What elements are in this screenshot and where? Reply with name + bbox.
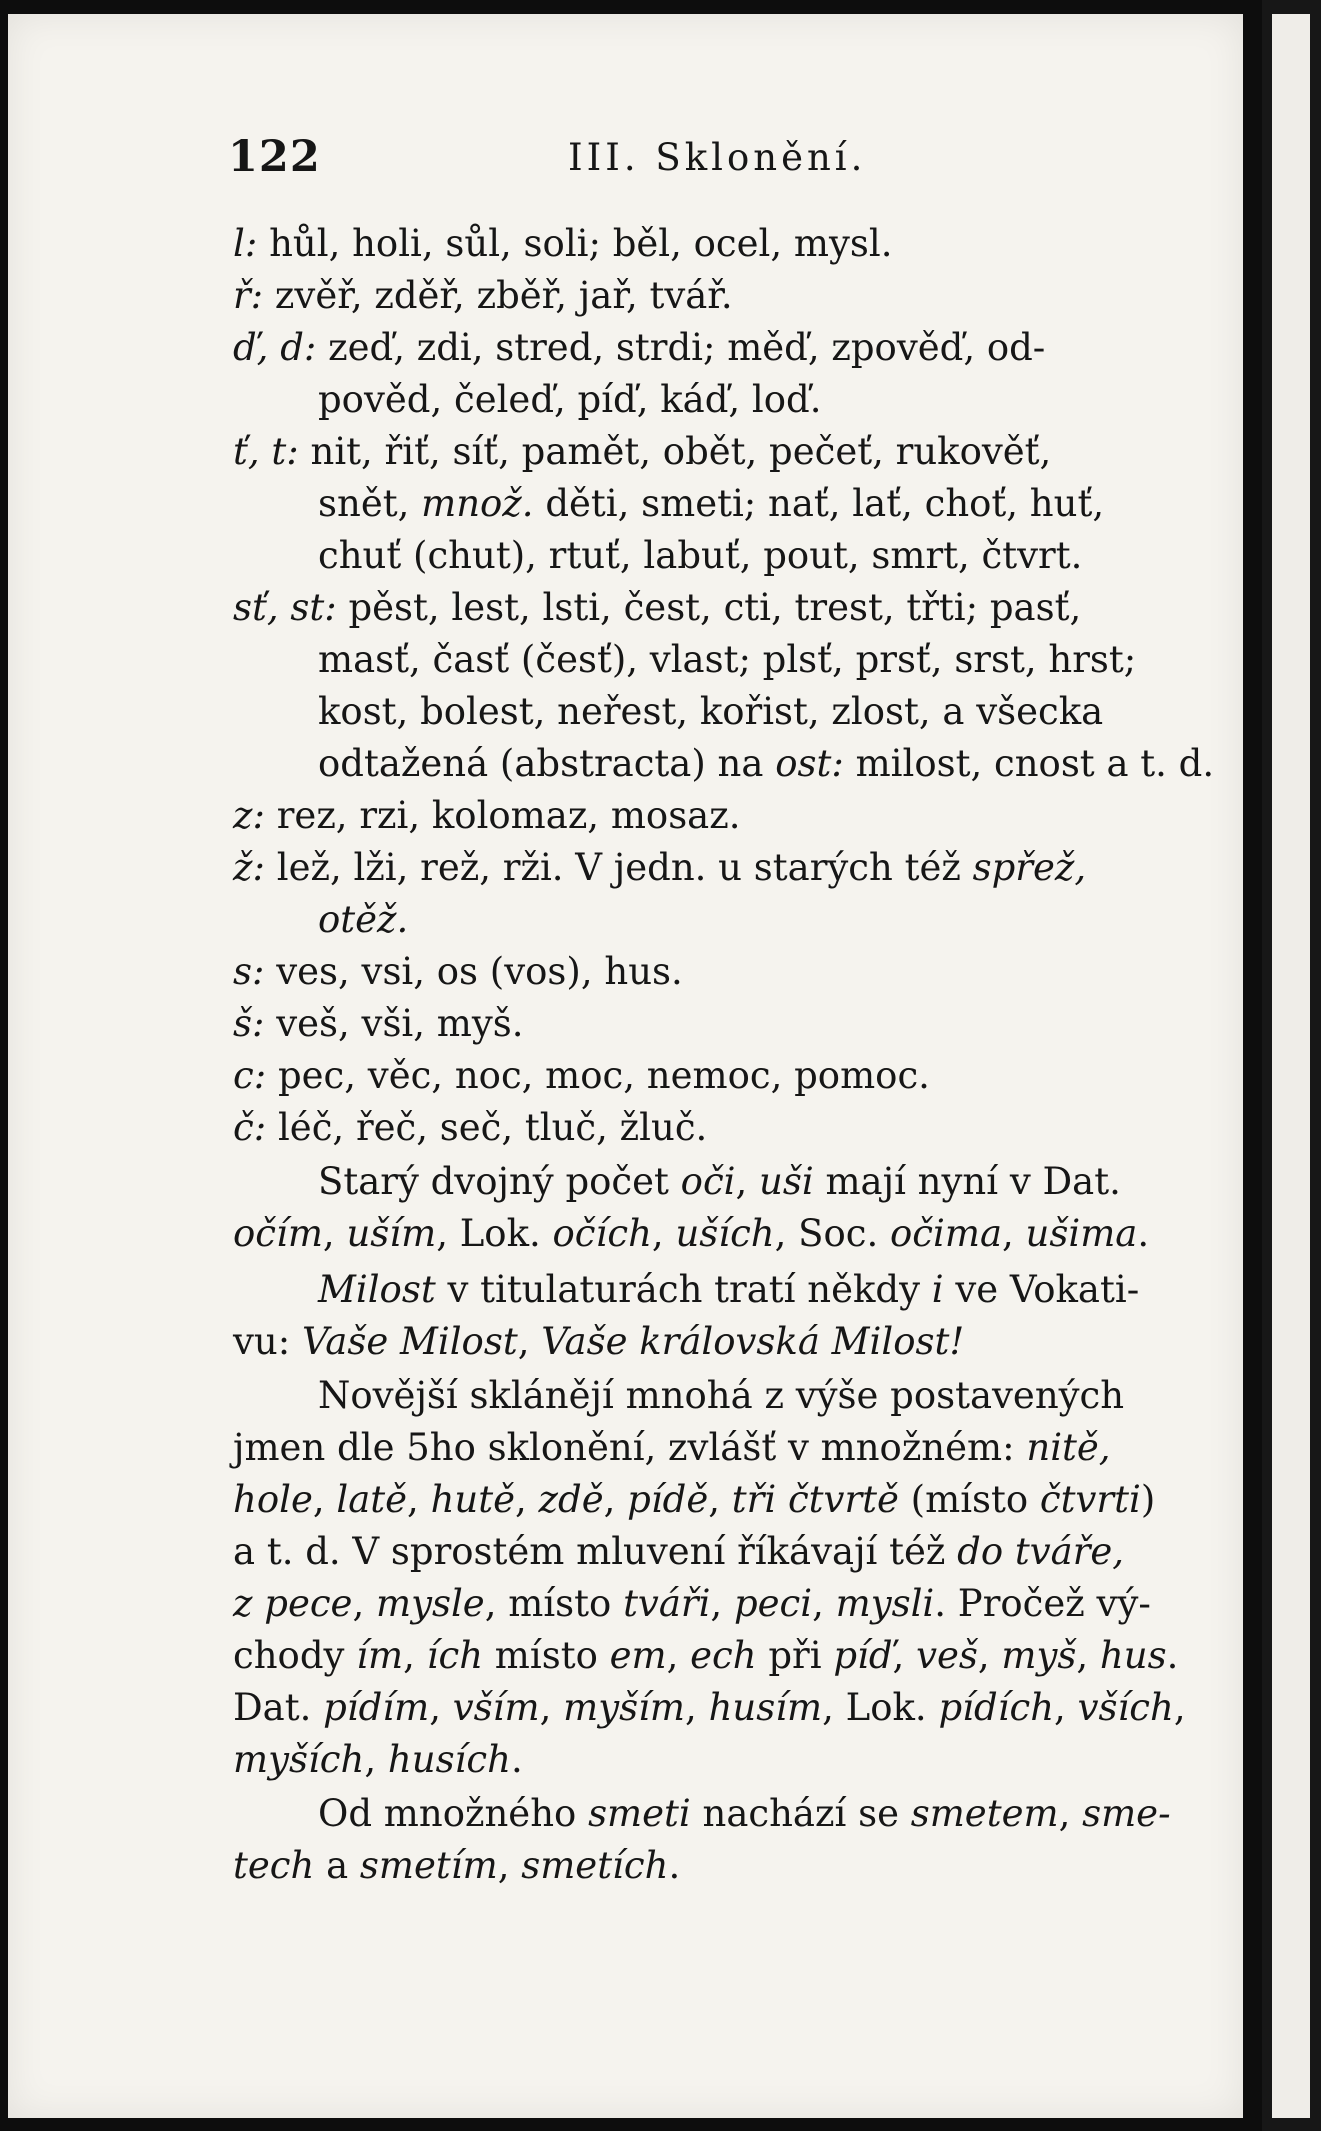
- text-line: chuť (chut), rtuť, labuť, pout, smrt, čtvrt.: [318, 534, 1083, 577]
- text-line: ť, t: nit, řiť, síť, pamět, obět, pečeť, rukověť,: [233, 430, 1052, 473]
- text-line: ž: lež, lži, rež, rži. V jedn. u starých též spřež,: [233, 846, 1087, 889]
- paragraph-line: z pece, mysle, místo tváři, peci, mysli. Pročež vý-: [233, 1582, 1151, 1625]
- text-line: l: hůl, holi, sůl, soli; běl, ocel, mysl.: [233, 222, 893, 265]
- text-line: kost, bolest, neřest, kořist, zlost, a všecka: [318, 690, 1104, 733]
- text-line: z: rez, rzi, kolomaz, mosaz.: [233, 794, 741, 837]
- paragraph-line: Od množného smeti nachází se smetem, sme-: [318, 1792, 1171, 1835]
- text-line: odtažená (abstracta) na ost: milost, cnost a t. d.: [318, 742, 1215, 785]
- paragraph-line: vu: Vaše Milost, Vaše královská Milost!: [233, 1320, 965, 1363]
- book-page: [8, 14, 1243, 2118]
- text-line: pověd, čeleď, píď, káď, loď.: [318, 378, 822, 421]
- paragraph-line: myších, husích.: [233, 1738, 523, 1781]
- next-page-edge: [1262, 0, 1321, 2131]
- text-line: s: ves, vsi, os (vos), hus.: [233, 950, 683, 993]
- paragraph-line: Novější sklánějí mnohá z výše postavených: [318, 1374, 1125, 1417]
- paragraph-line: Starý dvojný počet oči, uši mají nyní v Dat.: [318, 1160, 1121, 1203]
- page-header: [228, 132, 908, 202]
- page-number: 122: [228, 132, 321, 182]
- text-line: otěž.: [318, 898, 409, 941]
- paragraph-line: tech a smetím, smetích.: [233, 1844, 681, 1887]
- paragraph-line: Dat. pídím, vším, myším, husím, Lok. pídích, vších,: [233, 1686, 1186, 1729]
- paragraph-line: Milost v titulaturách tratí někdy i ve Vokati-: [318, 1268, 1140, 1311]
- text-line: sť, st: pěst, lest, lsti, čest, cti, trest, třti; pasť,: [233, 586, 1082, 629]
- text-line: masť, časť (česť), vlast; plsť, prsť, srst, hrst;: [318, 638, 1137, 681]
- text-line: ř: zvěř, zděř, zběř, jař, tvář.: [233, 274, 733, 317]
- paragraph-line: hole, latě, hutě, zdě, pídě, tři čtvrtě (místo čtvrti): [233, 1478, 1156, 1521]
- text-line: š: veš, vši, myš.: [233, 1002, 524, 1045]
- running-title: III. Sklonění.: [568, 136, 867, 179]
- paragraph-line: chody ím, ích místo em, ech při píď, veš, myš, hus.: [233, 1634, 1179, 1677]
- paragraph-line: a t. d. V sprostém mluvení říkávají též do tvářе,: [233, 1530, 1125, 1573]
- text-line: č: léč, řeč, seč, tluč, žluč.: [233, 1106, 708, 1149]
- next-page-sheet: [1272, 14, 1310, 2118]
- paragraph-line: jmen dle 5ho sklonění, zvlášť v množném: nitě,: [233, 1426, 1111, 1469]
- text-line: c: pec, věc, noc, moc, nemoc, pomoc.: [233, 1054, 930, 1097]
- text-line: ď, d: zeď, zdi, stred, strdi; měď, zpověď, od-: [233, 326, 1046, 369]
- paragraph-line: očím, uším, Lok. očích, uších, Soc. očima, ušima.: [233, 1212, 1150, 1255]
- text-line: snět, množ. děti, smeti; nať, lať, choť, huť,: [318, 482, 1105, 525]
